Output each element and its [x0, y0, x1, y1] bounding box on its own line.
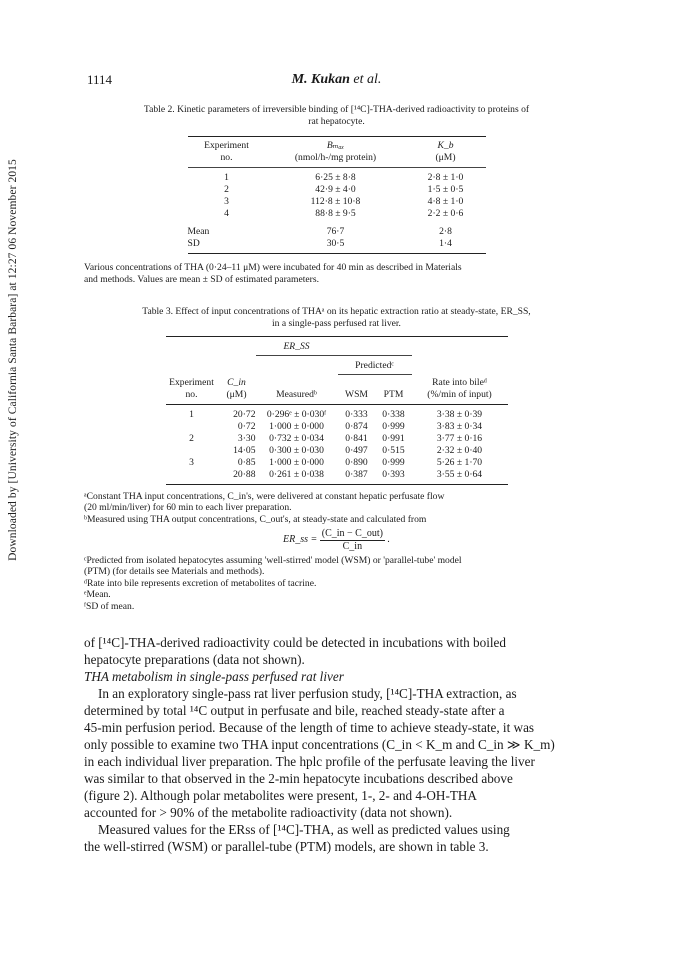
download-watermark-text: Downloaded by [University of California Santa Barbara] at 12:27 06 November 2015: [7, 159, 19, 561]
page-number: 1114: [87, 72, 113, 87]
equation-fraction: [320, 528, 385, 552]
running-header: [84, 70, 589, 92]
t3-cell-exp: [166, 421, 218, 433]
table2-note: [84, 262, 589, 286]
t3-cell-wsm: 0·497: [345, 445, 368, 456]
t3-cell-measured: 0·296ᵉ ± 0·030ᶠ: [266, 409, 327, 420]
t2-head-kb: K_b: [437, 140, 454, 151]
body-line: of [¹⁴C]-THA-derived radioactivity could be detected in incubations with boiled: [84, 635, 506, 651]
t3-cell-bile: 3·77 ± 0·16: [436, 433, 483, 444]
t3-cell-ptm: 0·515: [382, 445, 405, 456]
table2-note-line2: and methods. Values are mean ± SD of estimated parameters.: [84, 274, 319, 285]
equation-end: .: [387, 534, 390, 546]
footnote-f: ᶠSD of mean.: [84, 600, 135, 612]
t3-cell-bile: 3·55 ± 0·64: [436, 469, 483, 480]
footnote-a-line1: ᵃConstant THA input concentrations, C_in's, were delivered at constant hepatic perfusate flow: [84, 491, 445, 502]
body-line: accounted for > 90% of the metabolite radioactivity (data not shown).: [84, 805, 453, 821]
t3-head-measured: Measuredᵇ: [276, 389, 317, 400]
body-line: in each individual liver preparation. The hplc profile of the perfusate leaving the liver: [84, 754, 535, 770]
body-text: [84, 634, 589, 855]
t2-cell-kb: 4·8 ± 1·0: [427, 196, 464, 207]
footnote-b: ᵇMeasured using THA output concentrations, C_out's, at steady-state and calculated from: [84, 513, 427, 525]
t2-sd-bmax: 30·5: [326, 238, 345, 249]
t2-cell-bmax: 6·25 ± 8·8: [315, 172, 356, 183]
t2-head-kb-unit: (μM): [435, 152, 456, 163]
t3-cell-wsm: 0·841: [345, 433, 368, 444]
running-author: [84, 72, 589, 88]
table-row: [188, 196, 486, 208]
body-line: was similar to that observed in the 2-min hepatocyte incubations described above: [84, 771, 513, 787]
t3-cell-wsm: 0·387: [345, 469, 368, 480]
t3-head-cin: C_in: [227, 377, 246, 388]
t3-cell-cin: 14·05: [233, 445, 256, 456]
t3-cell-exp: [166, 445, 218, 457]
t2-cell-exp: 1: [224, 172, 229, 183]
t2-mean-bmax: 76·7: [326, 226, 345, 237]
t3-head-cin-unit: (μM): [226, 389, 247, 400]
t3-cell-cin: 0·72: [237, 421, 256, 432]
footnote-c-line2: (PTM) (for details see Materials and methods).: [84, 566, 265, 578]
body-line: the well-stirred (WSM) or parallel-tube (PTM) models, are shown in table 3.: [84, 839, 489, 855]
table2-sd-row: [188, 238, 486, 254]
footnote-e: ᵉMean.: [84, 589, 111, 601]
body-line: determined by total ¹⁴C output in perfusate and bile, reached steady-state after a: [84, 703, 505, 719]
table-row: [188, 208, 486, 220]
t3-cell-ptm: 0·338: [382, 409, 405, 420]
t3-head-no: no.: [185, 389, 198, 400]
footnote-c-line1: ᶜPredicted from isolated hepatocytes assuming 'well-stirred' model (WSM) or 'parallel-tube' model: [84, 555, 462, 567]
table3-caption-line1: Table 3. Effect of input concentrations of THAᵃ on its hepatic extraction ratio at steady-state, ER_SS,: [142, 306, 531, 317]
t3-cell-ptm: 0·393: [382, 469, 405, 480]
t2-head-no: no.: [220, 152, 233, 163]
table2-mean-row: [188, 226, 486, 238]
t3-head-experiment: Experiment: [169, 377, 214, 388]
table3-header-row2: [166, 389, 508, 405]
section-heading: THA metabolism in single-pass perfused rat liver: [84, 669, 344, 685]
t3-cell-cin: 20·72: [233, 409, 256, 420]
table-row: [166, 421, 508, 433]
table3-caption: [84, 306, 589, 330]
body-line: Measured values for the ERss of [¹⁴C]-THA, as well as predicted values using: [98, 822, 510, 838]
t2-mean-kb: 2·8: [439, 226, 452, 237]
t3-cell-wsm: 0·890: [345, 457, 368, 468]
table3-group-header: [166, 337, 508, 356]
t2-cell-exp: 2: [224, 184, 229, 195]
t3-cell-ptm: 0·999: [382, 421, 405, 432]
table3-header-row1: [166, 375, 508, 389]
erss-equation: [84, 528, 589, 552]
t3-cell-measured: 0·261 ± 0·038: [269, 469, 324, 480]
footnote-a-line2: (20 ml/min/liver) for 60 min to each liver preparation.: [84, 502, 292, 514]
t3-cell-bile: 2·32 ± 0·40: [436, 445, 483, 456]
table3-footnotes: [84, 491, 589, 612]
t2-cell-exp: 3: [224, 196, 229, 207]
t3-cell-cin: 3·30: [237, 433, 256, 444]
table2-header-row1: [188, 137, 486, 152]
table-row: [166, 433, 508, 445]
t3-cell-bile: 5·26 ± 1·70: [436, 457, 483, 468]
t2-cell-kb: 1·5 ± 0·5: [427, 184, 464, 195]
author-name: M. Kukan: [291, 72, 350, 87]
table-row: [188, 184, 486, 196]
t3-head-ptm: PTM: [383, 389, 404, 400]
t3-cell-cin: 0·85: [237, 457, 256, 468]
table-row: [166, 469, 508, 485]
t3-cell-measured: 1·000 ± 0·000: [269, 457, 324, 468]
t2-cell-kb: 2·8 ± 1·0: [427, 172, 464, 183]
t3-cell-bile: 3·83 ± 0·34: [436, 421, 483, 432]
body-line: In an exploratory single-pass rat liver perfusion study, [¹⁴C]-THA extraction, as: [98, 686, 517, 702]
table3: [166, 336, 508, 485]
t3-cell-ptm: 0·991: [382, 433, 405, 444]
t2-cell-bmax: 88·8 ± 9·5: [315, 208, 356, 219]
t3-cell-bile: 3·38 ± 0·39: [436, 409, 483, 420]
table3-caption-line2: in a single-pass perfused rat liver.: [272, 318, 401, 329]
table2-caption-line2: rat hepatocyte.: [308, 116, 365, 127]
table3-predicted-header: [166, 356, 508, 375]
t3-cell-measured: 1·000 ± 0·000: [269, 421, 324, 432]
t3-head-wsm: WSM: [345, 389, 368, 400]
t3-cell-exp: 2: [189, 433, 194, 444]
equation-lhs: ER_ss =: [283, 534, 318, 546]
t2-cell-kb: 2·2 ± 0·6: [427, 208, 464, 219]
t2-mean-label: Mean: [187, 226, 210, 237]
t3-cell-cin: 20·88: [233, 469, 256, 480]
t2-sd-label: SD: [187, 238, 200, 249]
table2: [188, 136, 486, 254]
equation-numerator: (C_in − C_out): [321, 528, 383, 540]
table-row: [166, 445, 508, 457]
table2-header-row2: [188, 152, 486, 168]
table-row: [188, 172, 486, 184]
t3-cell-wsm: 0·333: [345, 409, 368, 420]
footnote-d: ᵈRate into bile represents excretion of metabolites of tacrine.: [84, 577, 317, 589]
t2-cell-bmax: 112·8 ± 10·8: [310, 196, 361, 207]
body-line: hepatocyte preparations (data not shown).: [84, 652, 305, 668]
t2-head-bmax-unit: (nmol/h-/mg protein): [294, 152, 377, 163]
table-row: [166, 457, 508, 469]
t3-head-bile-unit: (%/min of input): [427, 389, 492, 400]
t2-cell-bmax: 42·9 ± 4·0: [315, 184, 356, 195]
body-line: only possible to examine two THA input concentrations (C_in < K_m and C_in ≫ K_m): [84, 737, 555, 753]
body-line: 45-min perfusion period. Because of the length of time to achieve steady-state, it was: [84, 720, 535, 736]
t2-head-experiment: Experiment: [204, 140, 249, 151]
t3-head-erss: ER_SS: [283, 341, 310, 352]
table-row: [166, 409, 508, 421]
t3-head-predicted: Predictedᶜ: [355, 360, 394, 371]
t3-cell-measured: 0·732 ± 0·034: [269, 433, 324, 444]
t2-sd-kb: 1·4: [439, 238, 452, 249]
author-suffix: et al.: [349, 72, 382, 87]
t2-head-bmax: Bₘₐₓ: [326, 140, 345, 151]
paper-page: [84, 70, 589, 855]
t2-cell-exp: 4: [224, 208, 229, 219]
t3-cell-exp: [166, 469, 218, 485]
table2-caption-line1: Table 2. Kinetic parameters of irreversible binding of [¹⁴C]-THA-derived radioactivity to proteins of: [143, 104, 530, 115]
t3-cell-wsm: 0·874: [345, 421, 368, 432]
t3-cell-measured: 0·300 ± 0·030: [269, 445, 324, 456]
equation-denominator: C_in: [342, 540, 363, 552]
t3-head-bile: Rate into bileᵈ: [432, 377, 487, 388]
t3-cell-exp: 3: [189, 457, 194, 468]
t3-cell-exp: 1: [189, 409, 194, 420]
download-watermark: [6, 60, 20, 660]
body-line: (figure 2). Although polar metabolites were present, 1-, 2- and 4-OH-THA: [84, 788, 477, 804]
table2-caption: [84, 104, 589, 128]
t3-cell-ptm: 0·999: [382, 457, 405, 468]
table2-note-line1: Various concentrations of THA (0·24–11 μM) were incubated for 40 min as described in Materials: [84, 262, 462, 273]
